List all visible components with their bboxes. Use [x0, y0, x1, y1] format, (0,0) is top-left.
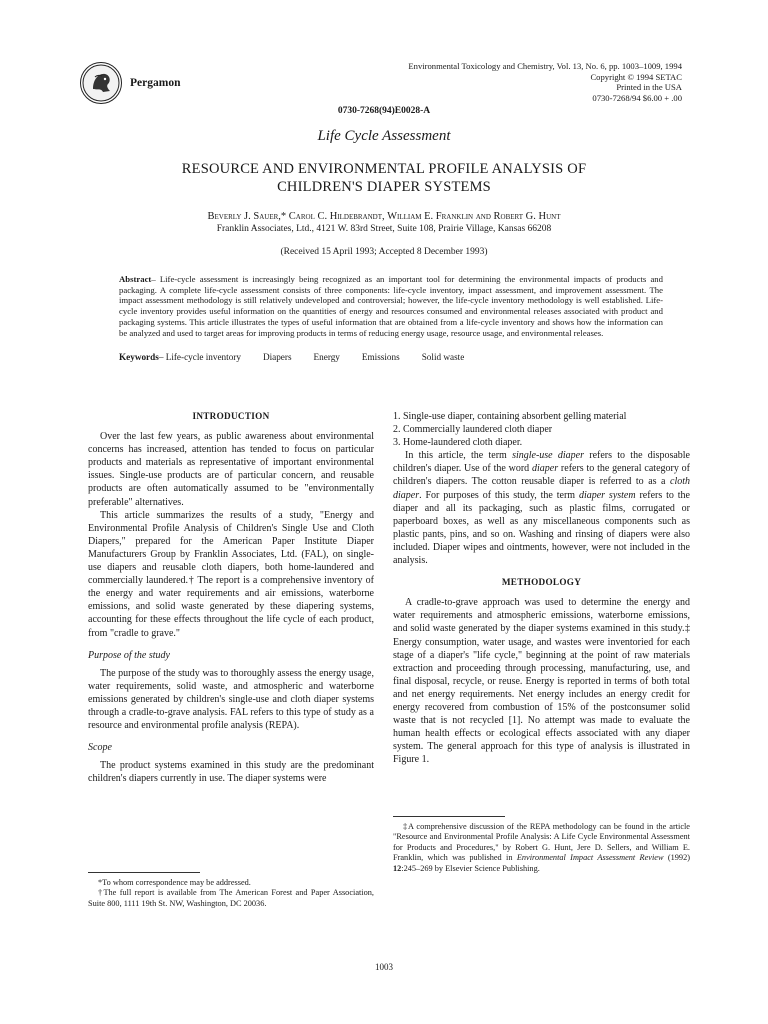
keyword-item: Emissions	[361, 352, 400, 362]
text-run: (1992)	[663, 853, 690, 863]
footnote-divider	[88, 872, 200, 873]
footnote-divider	[393, 816, 505, 817]
volume-number: 12	[393, 863, 402, 873]
publisher-name: Pergamon	[130, 77, 181, 89]
list-item: 3. Home-laundered cloth diaper.	[393, 437, 523, 449]
keyword-item: Solid waste	[421, 352, 465, 362]
abstract-label: Abstract	[119, 274, 152, 284]
footnotes-left	[88, 878, 374, 909]
intro-paragraph-2: This article summarizes the results of a study, "Energy and Environmental Profile Analysis of Children's Single Use and Cloth Diapers," prepared for the American Paper Institute Diaper Manufacturers Group by Franklin Associates, Ltd. (FAL), on single-use diapers and reusable cloth diapers, both home-laundered and commercially laundered.† The report is a comprehensive inventory of the energy and water requirements and air emissions, waterborne emissions, and solid waste generated by these diapering systems, accounting for these effects throughout the life cycle of each product, from "cradle to grave."	[88, 509, 374, 639]
pergamon-logo-icon	[80, 62, 122, 104]
introduction-heading: INTRODUCTION	[192, 411, 270, 421]
text-run: refers to the disposable children's diaper. Use of the word	[393, 450, 690, 475]
definitions-paragraph	[393, 449, 690, 567]
footnote-text	[393, 822, 690, 874]
keyword-item: Diapers	[262, 352, 292, 362]
purpose-paragraph: The purpose of the study was to thoroughly assess the energy usage, water requirements, solid waste, and atmospheric and waterborne emissions generated by children's single-use and cloth diaper systems through a cradle-to-grave analysis. FAL refers to this type of study as a resource and environmental profile analysis (REPA).	[88, 667, 374, 732]
abstract-text: – Life-cycle assessment is increasingly being recognized as an important tool for determining the environmental impacts of products and packaging. A complete life-cycle assessment consists of three components: life-cycle inventory, impact assessment, and improvement assessment. The impact assessment methodology is still relatively undeveloped and controversial; however, the life-cycle inventory methodology is well established. Life-cycle inventory provides useful information on the quantities of energy and resources consumed and environmental releases associated with product and packaging systems. This article illustrates the types of useful information that are obtained from a life-cycle inventory and shows how the information can be analyzed and used to target areas for improving products in terms of reducing energy usage, resource usage, and environmental releases.	[119, 274, 663, 338]
text-run: refers to the general category of children's diapers. The cotton reusable diaper is referred to as a	[393, 463, 690, 488]
term-cloth-diaper: cloth diaper	[393, 476, 690, 501]
title-line-1: RESOURCE AND ENVIRONMENTAL PROFILE ANALYSIS OF	[181, 161, 587, 177]
intro-paragraph-1: Over the last few years, as public awareness about environmental concerns has increased, attention has tended to focus on particular products and materials as representative of important environmental issues. Single-use products are of particular concern, and reusable products are often automatically assumed to be "environmentally preferable" alternatives.	[88, 431, 374, 508]
journal-citation: Environmental Toxicology and Chemistry, Vol. 13, No. 6, pp. 1003–1009, 1994	[408, 61, 682, 71]
text-run: . For purposes of this study, the term	[419, 489, 579, 501]
authors: Beverly J. Sauer,* Carol C. Hildebrandt, William E. Franklin and Robert G. Hunt	[207, 211, 561, 222]
keyword-item: Energy	[313, 352, 340, 362]
methodology-heading: METHODOLOGY	[501, 577, 582, 588]
keyword-item: – Life-cycle inventory	[158, 352, 241, 362]
term-diaper-system: diaper system	[578, 489, 636, 501]
journal-info	[322, 61, 682, 103]
affiliation: Franklin Associates, Ltd., 4121 W. 83rd Street, Suite 108, Prairie Village, Kansas 66208	[216, 224, 552, 234]
journal-name: Environmental Impact Assessment Review	[516, 853, 664, 863]
printed-line: Printed in the USA	[616, 82, 682, 93]
price-code-line: 0730-7268/94 $6.00 + .00	[592, 92, 682, 103]
abstract	[119, 274, 663, 338]
scope-heading: Scope	[88, 742, 112, 754]
section-name: Life Cycle Assessment	[317, 128, 451, 144]
text-run: refers to the diaper and all its packaging, such as plastic films, corrugated or paperboard boxes, as well as any miscellaneous components such as plastic pants, pins, and so on. Washing and rinsing of diapers were also included. Diaper wipes and ointments, however, were not included in the analysis.	[393, 489, 690, 567]
keywords	[119, 352, 464, 362]
article-code: 0730-7268(94)E0028-A	[337, 106, 431, 116]
page-number: 1003	[375, 962, 393, 972]
received-dates: (Received 15 April 1993; Accepted 8 December 1993)	[280, 247, 488, 257]
footnote-methodology	[393, 822, 690, 874]
title-line-2: CHILDREN'S DIAPER SYSTEMS	[277, 179, 491, 195]
list-item: 1. Single-use diaper, containing absorbent gelling material	[393, 411, 627, 422]
term-single-use-diaper: single-use diaper	[512, 450, 584, 462]
article-title	[0, 160, 768, 196]
methodology-paragraph: A cradle-to-grave approach was used to determine the energy and water requirements and atmospheric emissions, waterborne emissions, and solid waste generated by the diaper systems examined in this study.‡ Energy consumption, water usage, and wastes were inventoried for each stage of a diaper's "life cycle," beginning at the point of raw materials extraction and proceeding through processing, manufacturing, use, and final disposal, recycle, or reuse. Energy is reported in terms of both total and net energy requirements. Net energy includes an energy credit for energy recovered from combustion of 15% of the postconsumer solid waste that is not recycled [1]. No attempt was made to evaluate the human health effects or ecological effects associated with any diaper system. The general approach for this type of analysis is illustrated in Figure 1.	[393, 597, 690, 766]
text-run: In this article, the term	[405, 450, 513, 462]
list-item: 2. Commercially laundered cloth diaper	[393, 424, 553, 436]
text-run: :245–269 by Elsevier Science Publishing.	[401, 863, 540, 873]
purpose-heading: Purpose of the study	[88, 649, 170, 661]
term-diaper: diaper	[532, 463, 559, 475]
left-column	[88, 410, 374, 785]
footnote-correspondence: *To whom correspondence may be addressed.	[98, 878, 251, 887]
keywords-label: Keywords	[119, 352, 159, 362]
publisher-logo-block	[80, 62, 180, 104]
scope-paragraph: The product systems examined in this study are the predominant children's diapers currently in use. The diaper systems were	[88, 760, 374, 785]
copyright-line: Copyright © 1994 SETAC	[590, 71, 682, 82]
footnote-full-report: †The full report is available from The American Forest and Paper Association, Suite 800, 1111 19th St. NW, Washington, DC 20036.	[88, 888, 374, 908]
text-run: ‡A comprehensive discussion of the REPA methodology can be found in the article "Resource and Environmental Profile Analysis: A Life Cycle Environmental Assessment for Products and Procedures," by Robert G. Hunt, Jere D. Sellers, and William E. Franklin, which was published in	[393, 822, 690, 863]
right-column	[393, 410, 690, 766]
